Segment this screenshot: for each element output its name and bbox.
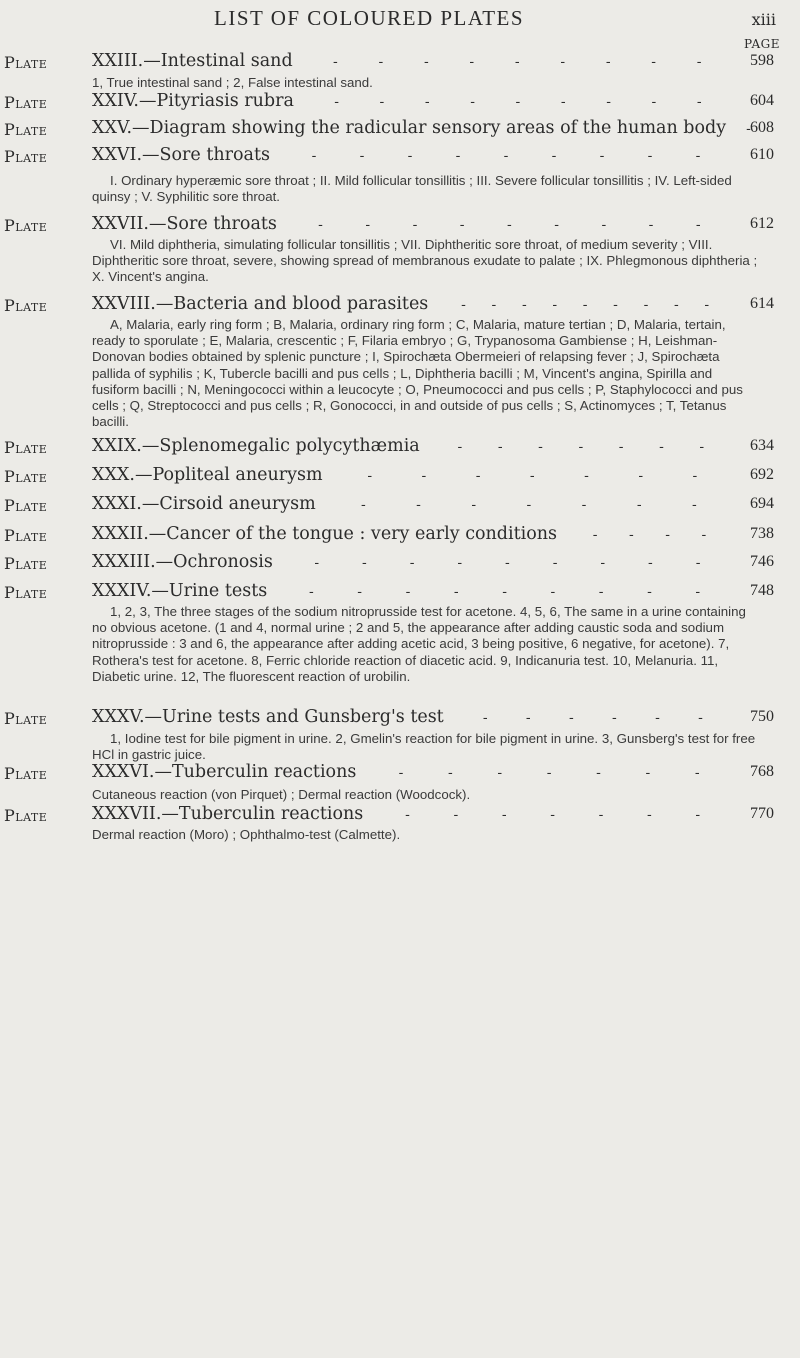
dot-leader: - - - - - - -	[367, 468, 698, 484]
plate-title-line	[92, 581, 722, 603]
dot-leader: - - - -	[592, 527, 707, 543]
plate-description: A, Malaria, early ring form ; B, Malaria, ordinary ring form ; C, Malaria, mature tertian ; D, Malaria, tertain, ready to sporulate ; E, Malaria, crescentic ; F, Filaria embryo ; G, Trypanosoma Gambiense ; H, Leishman-Donovan bodies obtained by splenic puncture ; I, Spirochæta Obermeieri of relapsing fever ; J, Spirochæta pallida of syphilis ; K, Tubercle bacilli and pus cells ; L, Diphtheria bacilli ; M, Vincent's angina, Spirilla and fusiform bacilli ; N, Meningococci within a leucocyte ; O, Pneumococci and pus cells ; P, Staphylococci and pus cells ; Q, Streptococci and pus cells ; R, Gonococci, in and outside of pus cells ; S, Actinomyces ; T, Tetanus bacilli.	[92, 317, 743, 430]
plate-title-line	[92, 91, 722, 113]
plate-label: Plate	[4, 120, 48, 139]
plate-page-number: 746	[750, 553, 774, 570]
plate-page-number: 770	[750, 805, 774, 822]
plate-title: XXXV.—Urine tests and Gunsberg's test	[92, 707, 444, 727]
plate-page-number: 614	[750, 295, 774, 312]
dot-leader: - - - - - - -	[360, 497, 697, 513]
plate-title-line	[92, 804, 722, 826]
plate-title: XXXVI.—Tuberculin reactions	[92, 762, 357, 782]
plate-title-line	[92, 762, 722, 784]
plate-title: XXIII.—Intestinal sand	[92, 51, 293, 71]
plate-label: Plate	[4, 496, 48, 515]
plate-page-number: 608	[750, 119, 774, 136]
plate-title: XXX.—Popliteal aneurysm	[92, 465, 323, 485]
plate-title: XXIV.—Pityriasis rubra	[92, 91, 294, 111]
dot-leader: -	[746, 121, 751, 137]
plate-title-line	[92, 552, 722, 574]
plate-page-number: 612	[750, 215, 774, 232]
plate-title: XXIX.—Splenomegalic polycythæmia	[92, 436, 420, 456]
plate-title-line	[92, 707, 722, 729]
header-page-number: xiii	[751, 10, 776, 29]
plate-label: Plate	[4, 554, 48, 573]
plate-title: XXXVII.—Tuberculin reactions	[92, 804, 364, 824]
plate-description: 1, True intestinal sand ; 2, False intestinal sand.	[92, 75, 373, 90]
plate-title: XXVIII.—Bacteria and blood parasites	[92, 294, 429, 314]
plate-title: XXXIII.—Ochronosis	[92, 552, 273, 572]
plate-title: XXXII.—Cancer of the tongue : very early conditions	[92, 524, 558, 544]
plate-description: Dermal reaction (Moro) ; Ophthalmo-test (Calmette).	[92, 827, 401, 842]
plate-title: XXXIV.—Urine tests	[92, 581, 268, 601]
dot-leader: - - - - - -	[482, 710, 703, 726]
plate-title-line	[92, 118, 751, 140]
plate-label: Plate	[4, 583, 48, 602]
dot-leader: - - - - - - - - -	[314, 555, 701, 571]
plate-description: Cutaneous reaction (von Pirquet) ; Dermal reaction (Woodcock).	[92, 787, 471, 802]
plate-page-number: 692	[750, 466, 774, 483]
plate-page-number: 634	[750, 437, 774, 454]
plate-title: XXV.—Diagram showing the radicular sensory areas of the human body	[92, 118, 727, 138]
plate-label: Plate	[4, 764, 48, 783]
plate-description: 1, Iodine test for bile pigment in urine. 2, Gmelin's reaction for bile pigment in urine. 3, Gunsberg's test for free HCl in gastric juice.	[92, 731, 756, 763]
plate-title-line	[92, 214, 722, 236]
plate-title: XXXI.—Cirsoid aneurysm	[92, 494, 316, 514]
dot-leader: - - - - - - - - -	[318, 217, 701, 233]
plate-title: XXVII.—Sore throats	[92, 214, 277, 234]
dot-leader: - - - - - - - - -	[333, 54, 702, 70]
dot-leader: - - - - - - - - -	[309, 584, 701, 600]
plate-page-number: 598	[750, 52, 774, 69]
plate-title-line	[92, 51, 722, 73]
plate-page-number: 610	[750, 146, 774, 163]
plate-label: Plate	[4, 467, 48, 486]
plate-label: Plate	[4, 93, 48, 112]
plate-label: Plate	[4, 526, 48, 545]
plate-label: Plate	[4, 438, 48, 457]
plate-page-number: 750	[750, 708, 774, 725]
plate-page-number: 604	[750, 92, 774, 109]
plate-page-number: 738	[750, 525, 774, 542]
plate-label: Plate	[4, 806, 48, 825]
plate-title-line	[92, 494, 722, 516]
plate-page-number: 768	[750, 763, 774, 780]
dot-leader: - - - - - - -	[457, 439, 705, 455]
plate-label: Plate	[4, 147, 48, 166]
plate-title-line	[92, 436, 722, 458]
plate-label: Plate	[4, 53, 48, 72]
plate-title-line	[92, 294, 722, 316]
dot-leader: - - - - - - - - -	[311, 148, 701, 164]
plate-page-number: 748	[750, 582, 774, 599]
page-header	[0, 6, 800, 36]
dot-leader: - - - - - - - - -	[334, 94, 702, 110]
page-column-label: PAGE	[744, 37, 780, 51]
plate-title-line	[92, 465, 722, 487]
plate-label: Plate	[4, 216, 48, 235]
plate-label: Plate	[4, 709, 48, 728]
plate-description: 1, 2, 3, The three stages of the sodium nitroprusside test for acetone. 4, 5, 6, The same in a urine containing no obvious acetone. (1 and 4, normal urine ; 2 and 5, the appearance after adding caustic soda and sodium nitroprusside : 3 and 6, the appearance after adding acetic acid, 3 being positive, 6 negative, for acetone). 7, Rothera's test for acetone. 8, Ferric chloride reaction of diacetic acid. 9, Indicanuria test. 10, Melanuria. 11, Diabetic urine. 12, The fluorescent reaction of urobilin.	[92, 604, 746, 684]
header-title: LIST OF COLOURED PLATES	[214, 6, 525, 30]
plate-title: XXVI.—Sore throats	[92, 145, 270, 165]
dot-leader: - - - - - - - - -	[461, 297, 710, 313]
plate-title-line	[92, 145, 722, 167]
dot-leader: - - - - - - -	[398, 765, 700, 781]
plate-label: Plate	[4, 296, 48, 315]
plate-title-line	[92, 524, 722, 546]
plate-description: I. Ordinary hyperæmic sore throat ; II. Mild follicular tonsillitis ; III. Severe follicular tonsillitis ; IV. Left-sided quinsy ; V. Syphilitic sore throat.	[92, 173, 732, 205]
dot-leader: - - - - - - -	[405, 807, 701, 823]
plate-description: VI. Mild diphtheria, simulating follicular tonsillitis ; VII. Diphtheritic sore throat, of medium severity ; VIII. Diphtheritic sore throat, severe, showing spread of membranous exudate to palate ; IX. Phlegmonous diphtheria ; X. Vincent's angina.	[92, 237, 758, 285]
plate-page-number: 694	[750, 495, 774, 512]
